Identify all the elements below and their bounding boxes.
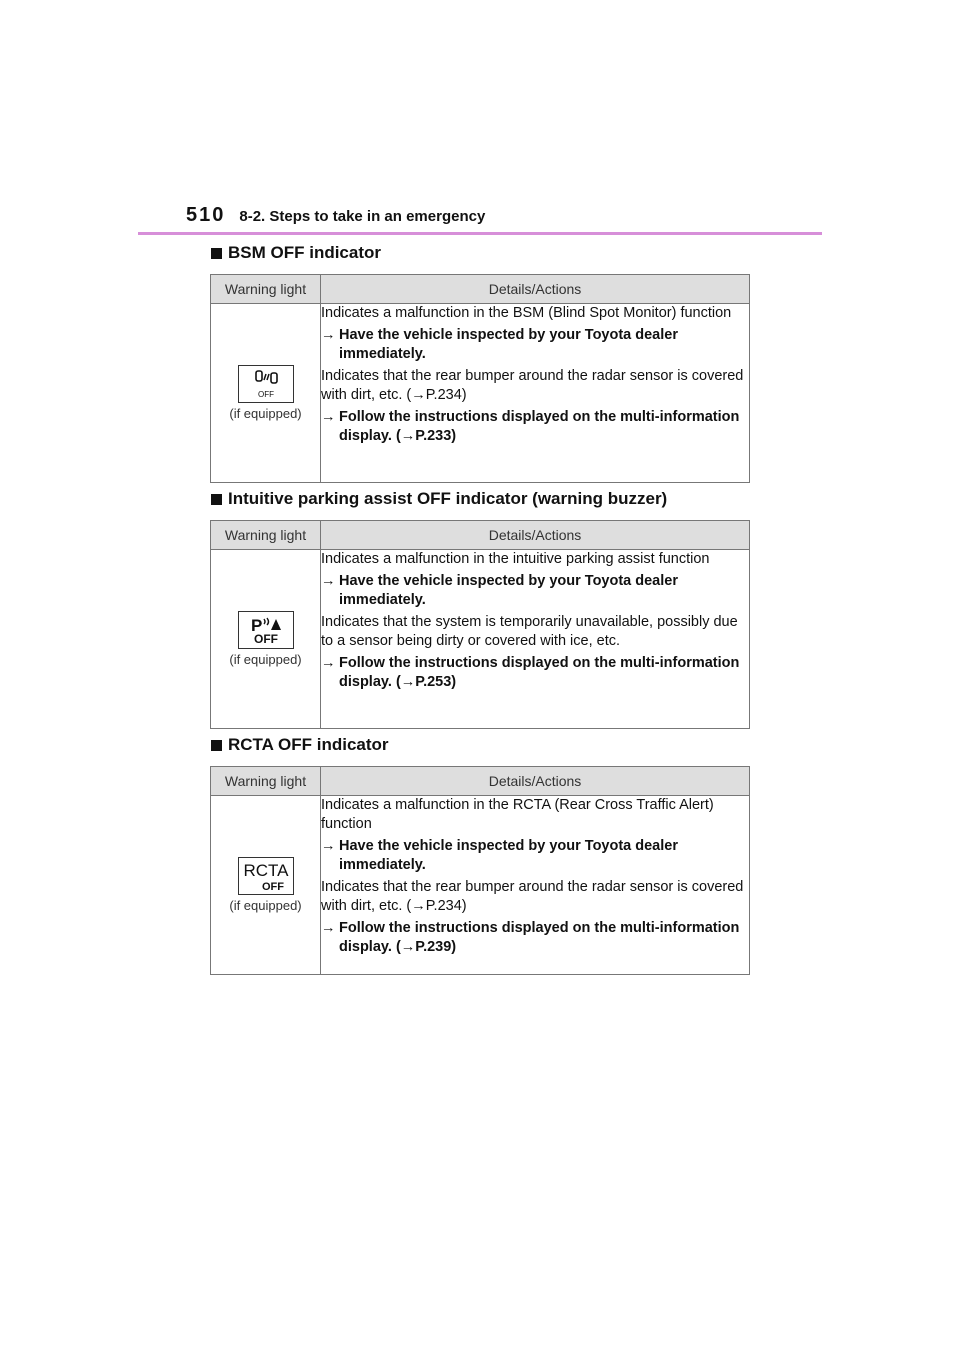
detail-text: Indicates a malfunction in the intuitive parking assist function [321,551,710,567]
details-cell [321,796,750,975]
arrow-icon: → [321,838,336,854]
svg-text:RCTA: RCTA [242,861,289,880]
detail-text: Indicates that the rear bumper around the radar sensor is covered with dirt, etc. (→P.234) [321,368,744,403]
square-bullet-icon [211,494,222,505]
col-details-actions: Details/Actions [321,521,750,550]
table-header-row [211,275,750,304]
if-equipped-label: (if equipped) [229,406,302,421]
page-number: 510 [186,204,226,226]
arrow-icon: → [321,409,336,425]
rcta-off-icon [238,857,294,895]
bsm-off-icon [238,365,294,403]
section-title-rcta: RCTA OFF indicator [211,735,389,755]
warning-light-cell [211,304,321,483]
action-item: → Have the vehicle inspected by your Toyota dealer immediately. [321,573,678,608]
detail-text: Indicates a malfunction in the BSM (Blind Spot Monitor) function [321,305,732,321]
warning-table-parking-assist [210,520,750,729]
svg-text:OFF: OFF [253,632,278,646]
table-header-row [211,767,750,796]
arrow-icon: → [321,655,336,671]
if-equipped-label: (if equipped) [229,652,302,667]
table-row [211,550,750,729]
col-warning-light: Warning light [211,767,321,796]
parking-assist-off-icon [238,611,294,649]
col-warning-light: Warning light [211,521,321,550]
square-bullet-icon [211,248,222,259]
page-header [186,204,485,227]
warning-table-bsm [210,274,750,483]
table-header-row [211,521,750,550]
warning-table-rcta [210,766,750,975]
arrow-icon: → [321,920,336,936]
square-bullet-icon [211,740,222,751]
section-title-parking-assist: Intuitive parking assist OFF indicator (warning buzzer) [211,489,667,509]
col-details-actions: Details/Actions [321,767,750,796]
chapter-title: 8-2. Steps to take in an emergency [239,208,486,225]
arrow-icon: → [321,573,336,589]
detail-text: Indicates a malfunction in the RCTA (Rear Cross Traffic Alert) function [321,797,714,832]
detail-text: Indicates that the system is temporarily unavailable, possibly due to a sensor being dirty or covered with ice, etc. [321,614,738,649]
warning-light-cell [211,796,321,975]
table-row [211,304,750,483]
details-cell [321,304,750,483]
svg-text:OFF: OFF [257,390,274,399]
warning-light-cell [211,550,321,729]
if-equipped-label: (if equipped) [229,898,302,913]
action-item: → Have the vehicle inspected by your Toyota dealer immediately. [321,327,678,362]
details-cell [321,550,750,729]
action-item: → Follow the instructions displayed on the multi-information display. (→P.233) [321,409,740,444]
arrow-icon: → [321,327,336,343]
header-divider [138,232,822,235]
col-warning-light: Warning light [211,275,321,304]
action-item: → Follow the instructions displayed on the multi-information display. (→P.239) [321,920,740,955]
svg-text:OFF: OFF [261,881,284,893]
table-row [211,796,750,975]
action-item: → Have the vehicle inspected by your Toyota dealer immediately. [321,838,678,873]
section-title-bsm: BSM OFF indicator [211,243,381,263]
col-details-actions: Details/Actions [321,275,750,304]
action-item: → Follow the instructions displayed on the multi-information display. (→P.253) [321,655,740,690]
svg-text:P: P [250,616,262,635]
detail-text: Indicates that the rear bumper around the radar sensor is covered with dirt, etc. (→P.234) [321,879,744,914]
